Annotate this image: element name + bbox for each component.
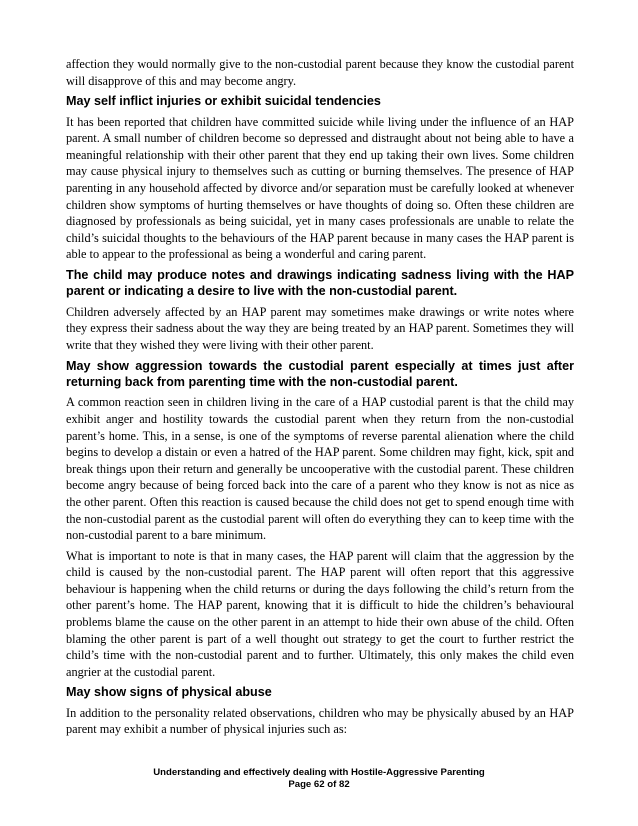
section-heading: May self inflict injuries or exhibit suicidal tendencies [66, 94, 381, 109]
body-paragraph: affection they would normally give to the non-custodial parent because they know the custodial parent will disapprove of this and may become angry. [66, 57, 574, 88]
body-paragraph: A common reaction seen in children living in the care of a HAP custodial parent is that the child may exhibit anger and hostility towards the custodial parent when they return from the non-custodial parent’s home. This, in a sense, is one of the symptoms of reverse parental alienation where the child begins to develop a distain or even a hatred of the HAP parent. Some children may fight, kick, spit and break things upon their return and generally be uncooperative with the custodial parent. These children become angry because of being forced back into the care of a parent who they know is not as nice as the other parent. Often this reaction is caused because the child does not get to spend enough time with the non-custodial parent as the custodial parent will often do everything they can to keep time with the non-custodial parent to a bare minimum. [66, 395, 574, 543]
section-heading: The child may produce notes and drawings indicating sadness living with the HAP parent or indicating a desire to live with the non-custodial parent. [66, 267, 574, 299]
page-number: Page 62 of 82 [288, 779, 350, 791]
body-paragraph: In addition to the personality related observations, children who may be physically abused by an HAP parent may exhibit a number of physical injuries such as: [66, 705, 574, 737]
body-paragraph: It has been reported that children have committed suicide while living under the influence of an HAP parent. A small number of children become so depressed and distraught about not being able to have a meaningful relationship with their other parent that they end up taking their own lives. Some children may cause physical injury to themselves such as cutting or burning themselves. The presence of HAP parenting in any household affected by divorce and/or separation must be carefully looked at whenever children show symptoms of hurting themselves or have thoughts of doing so. Often these children are diagnosed by professionals as being suicidal, yet in many cases professionals are unable to relate the child’s suicidal thoughts to the behaviours of the HAP parent because in many cases the HAP parent is able to appear to the professional as being a wonderful and caring parent. [66, 114, 574, 262]
body-paragraph: What is important to note is that in many cases, the HAP parent will claim that the aggression by the child is caused by the non-custodial parent. The HAP parent will often report that this aggressive behaviour is happening when the child returns or during the days following the child’s return from the other parent’s home. The HAP parent, knowing that it is difficult to hide the children’s behavioural problems blame the cause on the other parent in an attempt to hide their own abuse of the child. Often blaming the other parent is part of a well thought out strategy to get the court to further restrict the child’s time with the non-custodial parent and to further. Ultimately, this only makes the child even angrier at the custodial parent. [66, 548, 574, 679]
page-content [66, 56, 574, 742]
body-paragraph: Children adversely affected by an HAP parent may sometimes make drawings or write notes where they express their sadness about the way they are being treated by an HAP parent. Sometimes they will write that they wished they were living with their other parent. [66, 304, 574, 352]
page-footer [0, 767, 638, 792]
footer-title: Understanding and effectively dealing with Hostile-Aggressive Parenting [153, 767, 485, 778]
section-heading: May show signs of physical abuse [66, 685, 272, 700]
section-heading: May show aggression towards the custodial parent especially at times just after returning back from parenting time with the non-custodial parent. [66, 358, 574, 389]
